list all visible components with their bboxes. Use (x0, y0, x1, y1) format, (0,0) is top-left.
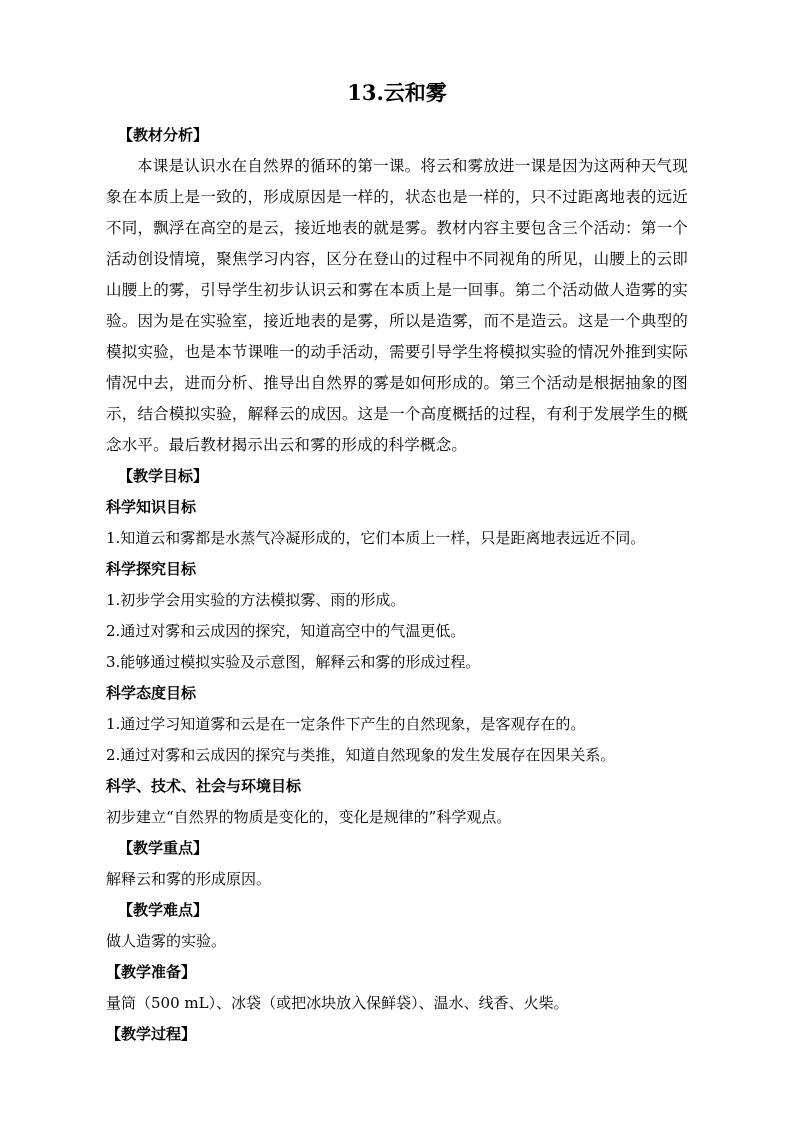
subheading-attitude-goals: 科学态度目标 (106, 684, 197, 702)
section-heading-difficulty: 【教学难点】 (118, 901, 209, 919)
inquiry-goal-item: 2.通过对雾和云成因的探究，知道高空中的气温更低。 (106, 622, 466, 640)
difficulty-text: 做人造雾的实验。 (106, 932, 227, 950)
subheading-stse-goals: 科学、技术、社会与环境目标 (106, 777, 302, 795)
section-heading-goals: 【教学目标】 (118, 467, 209, 485)
preparation-text: 量筒（500 mL）、冰袋（或把冰块放入保鲜袋）、温水、线香、火柴。 (106, 994, 569, 1012)
analysis-paragraph: 本课是认识水在自然界的循环的第一课。将云和雾放进一课是因为这两种天气现象在本质上是一致的，形成原因是一样的，状态也是一样的，只不过距离地表的远近不同，飘浮在高空的是云，接近地表的就是雾。教材内容主要包含三个活动：第一个活动创设情境，聚焦学习内容，区分在登山的过程中不同视角的所见，山腰上的云即山腰上的雾，引导学生初步认识云和雾在本质上是一回事。第二个活动做人造雾的实验。因为是在实验室，接近地表的是雾，所以是造雾，而不是造云。这是一个典型的模拟实验，也是本节课唯一的动手活动，需要引导学生将模拟实验的情况外推到实际情况中去，进而分析、推导出自然界的雾是如何形成的。第三个活动是根据抽象的图示，结合模拟实验，解释云的成因。这是一个高度概括的过程，有利于发展学生的概念水平。最后教材揭示出云和雾的形成的科学概念。 (106, 157, 688, 454)
key-point-text: 解释云和雾的形成原因。 (106, 870, 272, 888)
knowledge-goal-item: 1.知道云和雾都是水蒸气冷凝形成的，它们本质上一样，只是距离地表远近不同。 (106, 529, 646, 547)
stse-goal-item: 初步建立“自然界的物质是变化的，变化是规律的”科学观点。 (106, 808, 512, 826)
subheading-inquiry-goals: 科学探究目标 (106, 560, 197, 578)
inquiry-goal-item: 3.能够通过模拟实验及示意图，解释云和雾的形成过程。 (106, 653, 481, 671)
page-title: 13.云和雾 (347, 80, 447, 105)
section-heading-analysis: 【教材分析】 (118, 126, 209, 144)
inquiry-goal-item: 1.初步学会用实验的方法模拟雾、雨的形成。 (106, 591, 406, 609)
section-heading-key-point: 【教学重点】 (118, 839, 209, 857)
section-heading-preparation: 【教学准备】 (106, 963, 197, 981)
section-heading-process: 【教学过程】 (106, 1025, 197, 1043)
attitude-goal-item: 1.通过学习知道雾和云是在一定条件下产生的自然现象，是客观存在的。 (106, 715, 586, 733)
subheading-knowledge-goals: 科学知识目标 (106, 498, 197, 516)
attitude-goal-item: 2.通过对雾和云成因的探究与类推，知道自然现象的发生发展存在因果关系。 (106, 746, 616, 764)
